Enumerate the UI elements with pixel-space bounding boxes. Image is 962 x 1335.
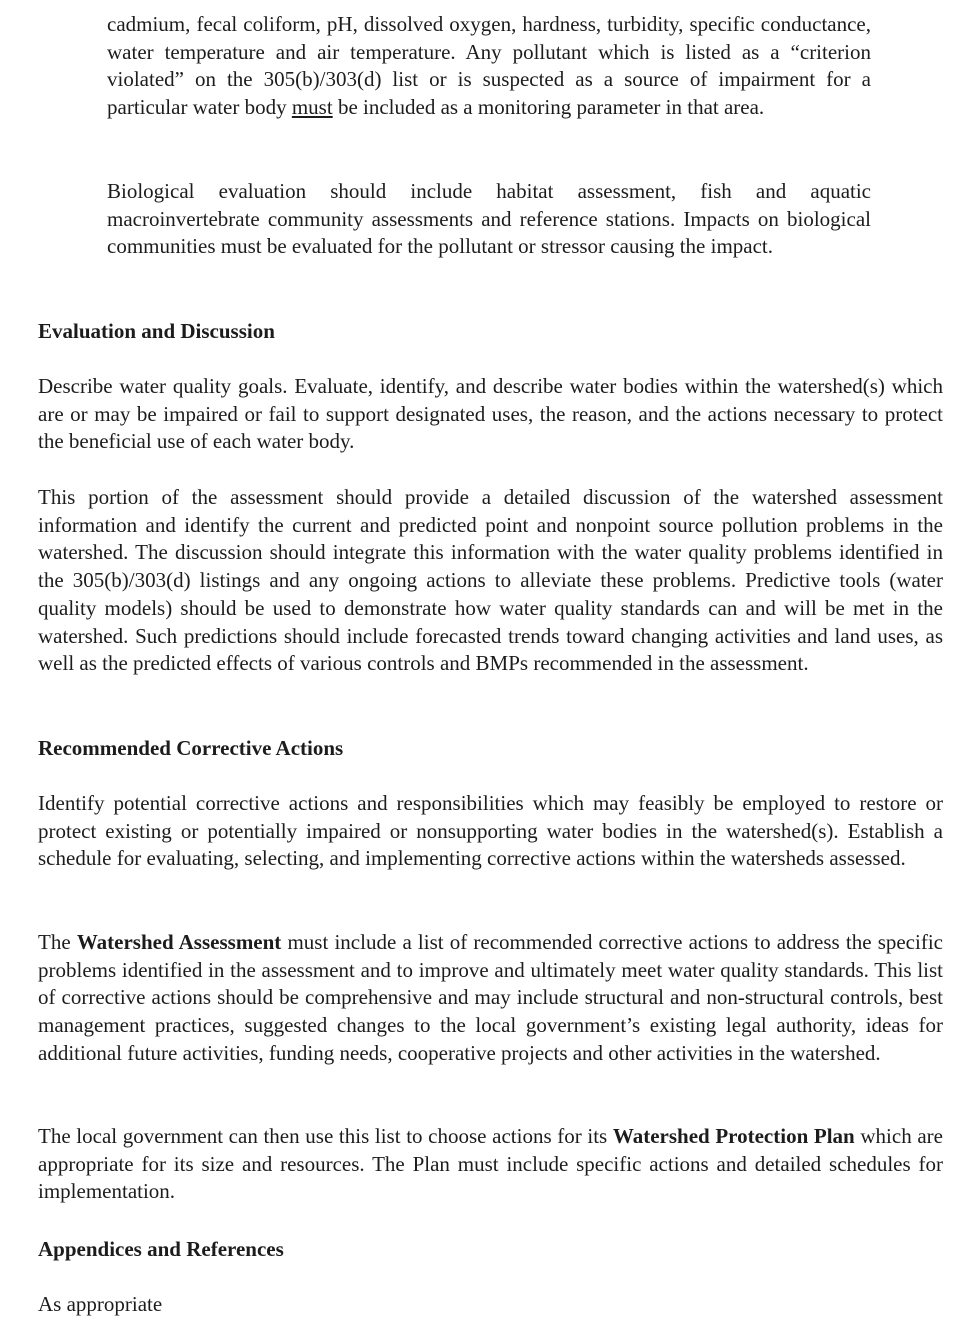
- corrective-actions-heading: Recommended Corrective Actions: [38, 736, 344, 760]
- watershed-assessment-bold: Watershed Assessment: [76, 930, 282, 954]
- identify-actions-paragraph: Identify potential corrective actions and responsibilities which may feasibly be employed to restore or protect existing or potentially impaired or nonsupporting water bodies in the watershed(s). Establish a schedule for evaluating, selecting, and implementing corrective actions within the watersheds assessed.: [38, 791, 943, 871]
- water-quality-goals-paragraph: Describe water quality goals. Evaluate, identify, and describe water bodies within the watershed(s) which are or may be impaired or fail to support designated uses, the reason, and the actions necessary to protect the beneficial use of each water body.: [38, 374, 943, 454]
- biological-evaluation-paragraph: Biological evaluation should include habitat assessment, fish and aquatic macroinvertebrate community assessments and reference stations. Impacts on biological communities must be evaluated for the pollutant or stressor causing the impact.: [107, 179, 871, 259]
- assessment-discussion-paragraph: This portion of the assessment should provide a detailed discussion of the watershed assessment information and identify the current and predicted point and nonpoint source pollution problems in the watershed. The discussion should integrate this information with the water quality problems identified in the 305(b)/303(d) listings and any ongoing actions to alleviate these problems. Predictive tools (water quality models) should be used to demonstrate how water quality standards can and will be met in the watershed. Such predictions should include forecasted trends toward changing activities and land uses, as well as the predicted effects of various controls and BMPs recommended in the assessment.: [38, 485, 943, 676]
- local-government-paragraph: [38, 1123, 943, 1206]
- monitoring-text: cadmium, fecal coliform, pH, dissolved oxygen, hardness, turbidity, specific conductance, water temperature and air temperature. Any pollutant which is listed as a “criterion violated” on the 305(b)/303(d) list or is suspected as a source of impairment for a particular water body: [107, 12, 871, 120]
- p2-start: The: [38, 930, 77, 954]
- watershed-assessment-paragraph: [38, 929, 943, 1068]
- appendices-paragraph: As appropriate: [38, 1292, 163, 1316]
- evaluation-heading: Evaluation and Discussion: [38, 319, 275, 343]
- p2-rest: must include a list of recommended corrective actions to address the specific problems identified in the assessment and to improve and ultimately meet water quality standards. This list of corrective actions should be comprehensive and may include structural and non-structural controls, best management practices, suggested changes to the local government’s existing legal authority, ideas for additional future activities, funding needs, cooperative projects and other activities in the watershed.: [38, 930, 943, 1065]
- appendices-heading: Appendices and References: [38, 1237, 284, 1261]
- watershed-protection-plan-bold: Watershed Protection Plan: [612, 1124, 855, 1148]
- monitoring-parameters-paragraph: [107, 11, 871, 122]
- monitoring-text-end: be included as a monitoring parameter in that area.: [332, 95, 765, 120]
- p3-rest: which are appropriate for its size and resources. The Plan must include specific actions and detailed schedules for implementation.: [38, 1124, 943, 1204]
- must-emphasis: must: [291, 95, 333, 120]
- p3-start: The local government can then use this list to choose actions for its: [38, 1124, 613, 1148]
